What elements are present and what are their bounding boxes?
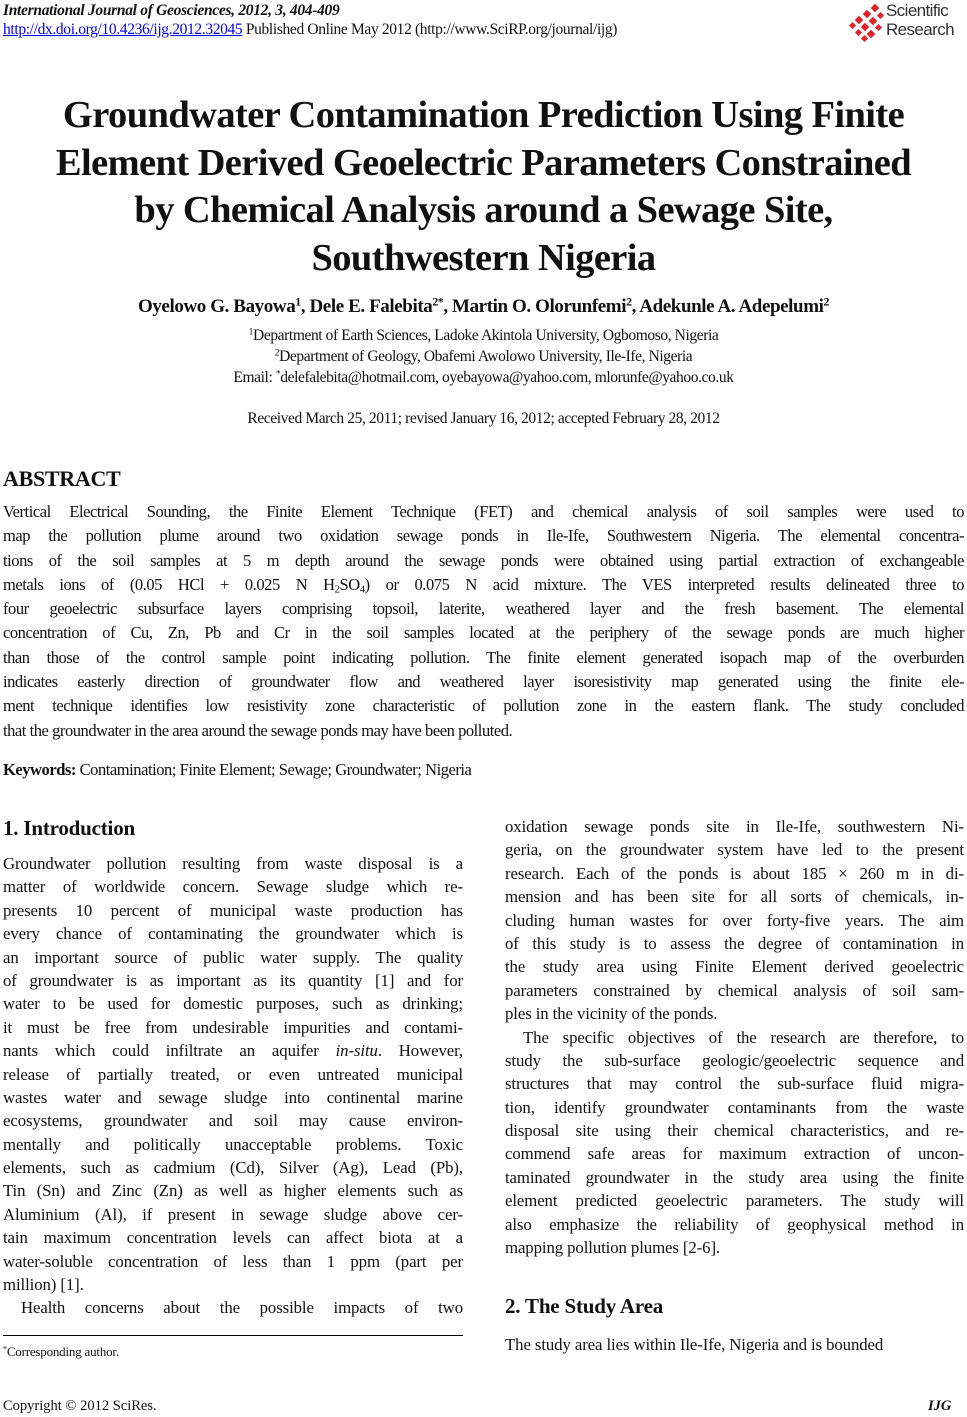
body-line: tion, identify groundwater contaminants from the waste [505,1097,964,1117]
affiliation-mark: 2 [274,347,280,359]
abstract-line: ment technique identifies low resistivity zone characteristic of pollution zone in the eastern flank. The study concluded [3,696,964,716]
email-line [0,369,967,387]
abstract-line: than those of the control sample point indicating pollution. The finite element generated isopach map of the overburden [3,647,964,667]
body-line: of this study is to assess the degree of contamination in [505,933,964,953]
affiliation-mark: 1 [248,326,254,338]
author-affiliation-mark: 2 [626,295,632,309]
doi-link[interactable]: http://dx.doi.org/10.4236/ijg.2012.32045 [3,21,243,38]
keywords-list: Contamination; Finite Element; Sewage; Groundwater; Nigeria [75,760,472,779]
author-name: Dele E. Falebita [309,296,433,317]
title-line: by Chemical Analysis around a Sewage Site, [134,189,833,231]
body-line: research. Each of the ponds is about 185 × 260 m in di- [505,863,964,883]
body-line: geria, on the groundwater system have led to the present [505,840,964,860]
footnote-divider [3,1335,463,1336]
subscript: 2 [334,583,340,596]
subscript: 4 [359,583,365,596]
body-line: wastes water and sewage sludge into continental marine [3,1087,463,1107]
section-heading-study-area: 2. The Study Area [505,1294,664,1318]
section-heading-introduction: 1. Introduction [3,816,135,840]
abstract-line: concentration of Cu, Zn, Pb and Cr in the soil samples located at the periphery of the sewage ponds are much higher [3,623,964,643]
author-name: Martin O. Olorunfemi [452,296,627,317]
text-run: SO [339,574,360,594]
affiliation-1 [0,327,967,345]
abstract-line [3,573,964,597]
body-line: mension and has been site for all sorts of chemicals, in- [505,887,964,907]
abstract-line: indicates easterly direction of groundwater flow and weathered layer isoresistivity map generated using the finite ele- [3,672,964,692]
abstract-line: tions of the soil samples at 5 m depth around the sewage ponds were obtained using partial extraction of exchangeable [3,550,964,570]
abstract-line: Vertical Electrical Sounding, the Finite Element Technique (FET) and chemical analysis of soil samples were used to [3,502,964,521]
body-line: Tin (Sn) and Zinc (Zn) as well as higher elements such as [3,1181,463,1201]
copyright: Copyright © 2012 SciRes. [3,1398,157,1414]
keywords [3,760,471,780]
body-line: mapping pollution plumes [2-6]. [505,1238,721,1258]
footnote [3,1344,119,1360]
body-line: every chance of contaminating the groundwater which is [3,924,463,944]
title-line: Groundwater Contamination Prediction Using Finite [62,94,905,136]
body-line: Groundwater pollution resulting from waste disposal is a [3,854,463,873]
email-label: Email: [233,369,276,386]
abstract-body [3,500,964,743]
author-name: Adekunle A. Adepelumi [639,296,824,317]
author-name: Oyelowo G. Bayowa [137,296,296,317]
journal-citation: International Journal of Geosciences, 2012, 3, 404-409 [3,2,340,19]
affiliation-text: Department of Earth Sciences, Ladoke Akintola University, Ogbomoso, Nigeria [253,327,719,344]
affiliation-2 [0,348,967,366]
scientific-research-logo-icon [848,3,888,43]
keywords-label: Keywords: [3,760,76,779]
body-line: disposal site using their chemical characteristics, and re- [505,1121,964,1141]
received-dates: Received March 25, 2011; revised January 16, 2012; accepted February 28, 2012 [247,410,720,427]
abstract-line: map the pollution plume around two oxidation sewage ponds in Ile-Ife, Southwestern Nigeria. The elemental concentra- [3,526,964,546]
body-line: cluding human wastes for over forty-five years. The aim [505,910,964,930]
body-line: elements, such as cadmium (Cd), Silver (Ag), Lead (Pb), [3,1158,463,1178]
logo-text [886,1,954,39]
body-line: water to be used for domestic purposes, such as drinking; [3,994,463,1014]
body-line [3,1039,463,1062]
body-line: an important source of public water supply. The quality [3,947,463,967]
body-line: element predicted geoelectric parameters. The study will [505,1191,964,1211]
body-line: the study area using Finite Element derived geoelectric [505,957,964,977]
body-line: parameters constrained by chemical analysis of soil sam- [505,980,964,1000]
author-affiliation-mark: 1 [295,295,301,309]
footnote-mark: * [3,1344,7,1354]
logo-line-1: Scientific [886,1,949,20]
body-line: million) [1]. [3,1275,84,1295]
text-run: nants which could infiltrate an aquifer [3,1041,336,1061]
abstract-heading: ABSTRACT [3,466,121,491]
body-line: study the sub-surface geologic/geoelectric sequence and [505,1050,964,1070]
title-line: Element Derived Geoelectric Parameters Constrained [55,141,912,184]
publisher-logo [848,0,967,44]
body-line: ecosystems, groundwater and soil may cause environ- [3,1111,463,1131]
published-info: Published Online May 2012 (http://www.SciRP.org/journal/ijg) [242,21,618,38]
body-line: tain maximum concentration levels can affect biota at a [3,1228,463,1248]
logo-line-2: Research [886,20,954,39]
footnote-text: Corresponding author. [6,1344,119,1359]
study-area-text [505,1333,964,1356]
doi-line [3,21,617,39]
body-line: also emphasize the reliability of geophysical method in [505,1214,964,1234]
text-run: metals ions of (0.05 HCl + 0.025 N H [3,574,335,594]
body-line: water-soluble concentration of less than 1 ppm (part per [3,1251,463,1271]
text-run: ) or 0.075 N acid mixture. The VES interpreted results delineated three to [364,574,964,594]
author-affiliation-mark: 2 [823,295,830,309]
author-list: Oyelowo G. Bayowa$^1$, Dele E. Falebita$^{2*}$, Martin O. Olorunfemi$^2$, Adekunle A. Adepelumi$^2$ [137,295,830,317]
text-run: . However, [377,1041,463,1061]
journal-abbreviation: IJG [928,1398,952,1414]
abstract-line: four geoelectric subsurface layers comprising topsoil, laterite, weathered layer and the fresh basement. The elemental [3,599,964,619]
body-line: Health concerns about the possible impacts of two [21,1298,463,1318]
affiliation-text: Department of Geology, Obafemi Awolowo University, Ile-Ife, Nigeria [279,348,693,365]
title-line: Southwestern Nigeria [311,236,656,279]
italic-term: in-situ [335,1041,378,1061]
body-line: mentally and politically unacceptable problems. Toxic [3,1134,463,1154]
body-line: The study area lies within Ile-Ife, Nigeria and is bounded [505,1335,884,1354]
body-line: structures that may control the sub-surface fluid migra- [505,1074,964,1094]
body-line: oxidation sewage ponds site in Ile-Ife, southwestern Ni- [505,817,964,836]
body-line: release of partially treated, or even untreated municipal [3,1064,463,1084]
body-line: taminated groundwater in the study area using the finite [505,1167,964,1187]
left-column [3,852,463,1320]
body-line: ples in the vicinity of the ponds. [505,1004,718,1024]
body-line: commend safe areas for maximum extraction of uncon- [505,1144,964,1164]
right-column [505,815,964,1259]
body-line: Aluminium (Al), if present in sewage sludge above cer- [3,1204,463,1224]
body-line: it must be free from undesirable impurities and contami- [3,1017,463,1037]
author-affiliation-mark: 2* [432,295,444,309]
email-addresses[interactable]: delefalebita@hotmail.com, oyebayowa@yahoo.com, mlorunfe@yahoo.co.uk [280,369,734,386]
body-line: presents 10 percent of municipal waste production has [3,900,463,920]
abstract-line: that the groundwater in the area around the sewage ponds may have been polluted. [3,720,513,740]
body-line: of groundwater is as important as its quantity [1] and for [3,970,463,990]
email-mark: * [275,368,281,380]
body-line: matter of worldwide concern. Sewage sludge which re- [3,877,463,897]
paper-title [0,92,967,282]
body-line: The specific objectives of the research are therefore, to [523,1027,964,1047]
